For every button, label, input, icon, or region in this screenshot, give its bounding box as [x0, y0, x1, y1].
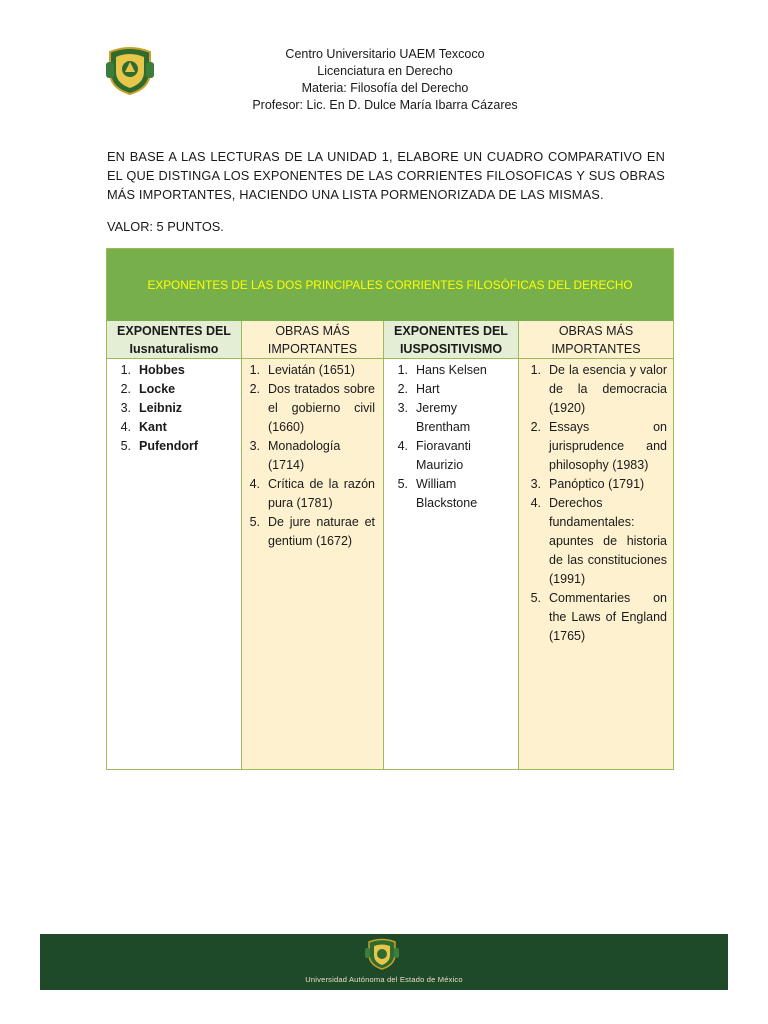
uaem-footer-crest-icon	[364, 938, 400, 970]
list-item: 4. Derechos fundamentales: apuntes de historia de las constituciones (1991)	[530, 496, 667, 586]
document-header	[160, 46, 610, 114]
list-item: 2. Essays on jurisprudence and philosophy (1983)	[530, 420, 667, 472]
list-item: 4. Kant	[120, 420, 167, 434]
instructions-paragraph: EN BASE A LAS LECTURAS DE LA UNIDAD 1, ELABORE UN CUADRO COMPARATIVO EN EL QUE DISTINGA LOS EXPONENTES DE LAS CORRIENTES FILOSOFICAS Y SUS OBRAS MÁS IMPORTANTES, HACIENDO UNA LISTA PORMENORIZADA DE LAS MISMAS.	[107, 149, 665, 202]
column-header: OBRAS MÁS IMPORTANTES	[519, 321, 673, 359]
column-header: OBRAS MÁS IMPORTANTES	[242, 321, 383, 359]
column-iuspositivismo-works	[519, 321, 673, 769]
list-item: 1. Hobbes	[120, 363, 185, 377]
list-item: 3. Panóptico (1791)	[530, 477, 645, 491]
author-list	[107, 359, 241, 456]
list-item: 3. Leibniz	[120, 401, 183, 415]
column-iuspositivismo-authors	[384, 321, 519, 769]
header-subject: Materia: Filosofía del Derecho	[301, 81, 469, 95]
column-iusnaturalismo-works	[242, 321, 384, 769]
list-item: 2. Locke	[120, 382, 176, 396]
header-institution: Centro Universitario UAEM Texcoco	[285, 47, 485, 61]
list-item: 5. De jure naturae et gentium (1672)	[249, 515, 375, 548]
header-program: Licenciatura en Derecho	[317, 64, 453, 78]
footer-university-name: Universidad Autónoma del Estado de México	[305, 975, 463, 984]
author-list	[384, 359, 518, 513]
column-header: EXPONENTES DEL IUSPOSITIVISMO	[384, 321, 518, 359]
list-item: 3. Jeremy Brentham	[397, 401, 471, 434]
list-item: 4. Crítica de la razón pura (1781)	[249, 477, 375, 510]
footer-band	[40, 934, 728, 990]
uaem-crest-icon	[104, 44, 156, 96]
column-header: EXPONENTES DEL Iusnaturalismo	[107, 321, 241, 359]
list-item: 1. Leviatán (1651)	[249, 363, 355, 377]
list-item: 4. Fioravanti Maurizio	[397, 439, 471, 472]
list-item: 5. Commentaries on the Laws of England (1765)	[530, 591, 667, 643]
works-list	[519, 359, 673, 646]
list-item: 1. Hans Kelsen	[397, 363, 487, 377]
works-list	[242, 359, 383, 551]
valor-text: VALOR: 5 PUNTOS.	[107, 219, 224, 234]
header-professor: Profesor: Lic. En D. Dulce María Ibarra Cázares	[252, 98, 518, 112]
list-item: 3. Monadología (1714)	[249, 439, 341, 472]
list-item: 5. William Blackstone	[397, 477, 478, 510]
list-item: 5. Pufendorf	[120, 439, 199, 453]
list-item: 1. De la esencia y valor de la democracia (1920)	[530, 363, 667, 415]
table-title-band	[107, 249, 673, 321]
comparative-table	[106, 248, 674, 770]
list-item: 2. Hart	[397, 382, 440, 396]
list-item: 2. Dos tratados sobre el gobierno civil (1660)	[249, 382, 375, 434]
table-title: EXPONENTES DE LAS DOS PRINCIPALES CORRIENTES FILOSÓFICAS DEL DERECHO	[147, 278, 633, 292]
column-iusnaturalismo-authors	[107, 321, 242, 769]
